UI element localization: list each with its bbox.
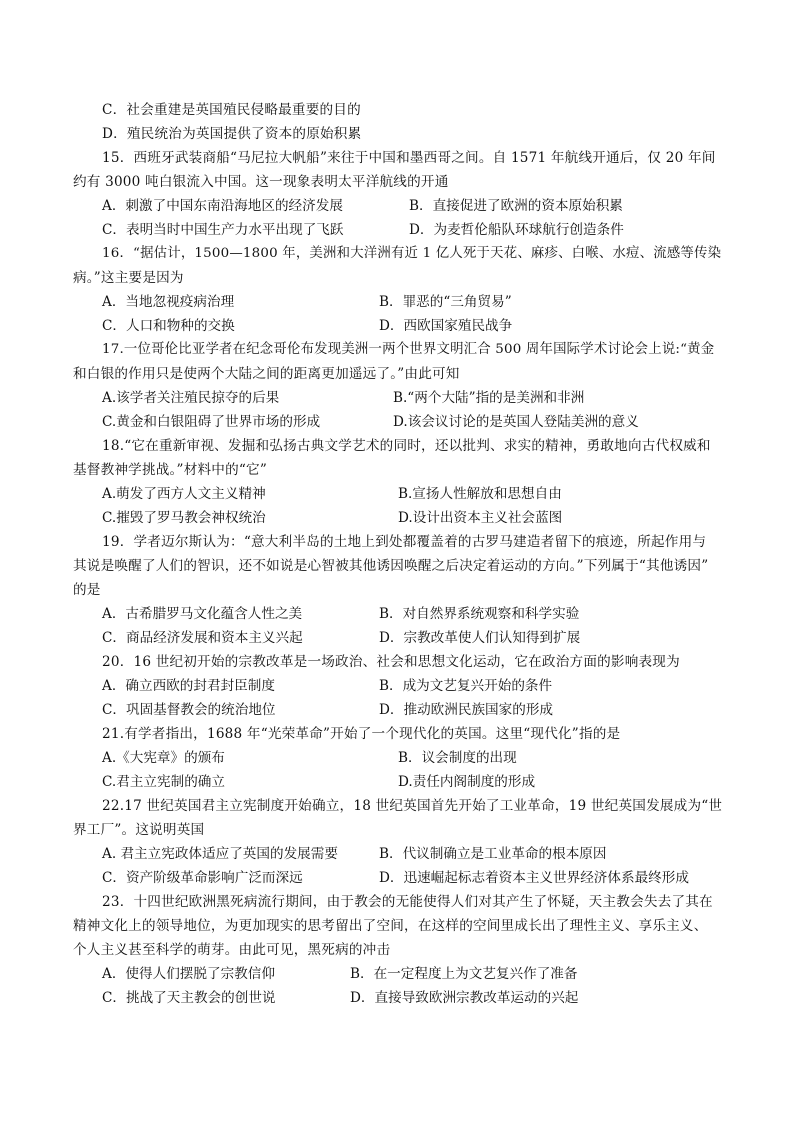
q23-option-c: C．挑战了天主教会的创世说 bbox=[102, 990, 276, 1006]
q16-option-a: A．当地忽视疫病治理 bbox=[102, 294, 235, 310]
q21-stem: 21.有学者指出，1688 年“光荣革命”开始了一个现代化的英国。这里“现代化”指的是 bbox=[102, 726, 621, 742]
q16-option-c: C．人口和物种的交换 bbox=[102, 318, 235, 334]
q17-option-c: C.黄金和白银阻碍了世界市场的形成 bbox=[102, 414, 321, 430]
q22-stem-line2: 界工厂”。这说明英国 bbox=[73, 822, 205, 838]
q15-option-d: D．为麦哲伦船队环球航行创造条件 bbox=[409, 222, 624, 238]
q20-option-a: A．确立西欧的封君封臣制度 bbox=[102, 678, 275, 694]
q22-option-d: D．迅速崛起标志着资本主义世界经济体系最终形成 bbox=[379, 870, 689, 886]
q15-option-c: C．表明当时中国生产力水平出现了飞跃 bbox=[102, 222, 344, 238]
q18-option-b: B.宣扬人性解放和思想自由 bbox=[398, 486, 562, 502]
q17-option-b: B.“两个大陆”指的是美洲和非洲 bbox=[393, 390, 585, 406]
q23-stem-line3: 个人主义甚至科学的萌芽。由此可见，黑死病的冲击 bbox=[73, 942, 391, 958]
q18-stem-line2: 基督教神学挑战。”材料中的“它” bbox=[73, 462, 267, 478]
q17-option-d: D.该会议讨论的是英国人登陆美洲的意义 bbox=[393, 414, 639, 430]
q19-stem-line3: 的是 bbox=[73, 582, 101, 598]
q18-option-c: C.摧毁了罗马教会神权统治 bbox=[102, 510, 266, 526]
q19-option-c: C．商品经济发展和资本主义兴起 bbox=[102, 630, 303, 646]
q20-option-d: D．推动欧洲民族国家的形成 bbox=[379, 702, 554, 718]
q15-stem-line1: 15．西班牙武装商船“马尼拉大帆船”来往于中国和墨西哥之间。自 1571 年航线开通后，仅 20 年间 bbox=[102, 150, 716, 166]
q23-stem-line2: 精神文化上的领导地位，为更加现实的思考留出了空间，在这样的空间里成长出了理性主义、享乐主义、 bbox=[73, 918, 708, 934]
q15-option-b: B．直接促进了欧洲的资本原始积累 bbox=[409, 198, 623, 214]
q22-option-b: B．代议制确立是工业革命的根本原因 bbox=[379, 846, 607, 862]
q18-option-d: D.设计出资本主义社会蓝图 bbox=[398, 510, 563, 526]
q22-stem-line1: 22.17 世纪英国君主立宪制度开始确立，18 世纪英国首先开始了工业革命，19 世纪英国发展成为“世 bbox=[102, 798, 723, 814]
q22-option-a: A. 君主立宪政体适应了英国的发展需要 bbox=[102, 846, 338, 862]
q20-stem: 20．16 世纪初开始的宗教改革是一场政治、社会和思想文化运动，它在政治方面的影响表现为 bbox=[102, 654, 680, 670]
q16-option-b: B．罪恶的“三角贸易” bbox=[379, 294, 512, 310]
q23-option-a: A．使得人们摆脱了宗教信仰 bbox=[102, 966, 275, 982]
q21-option-b: B．议会制度的出现 bbox=[398, 750, 517, 766]
q14-option-c: C．社会重建是英国殖民侵略最重要的目的 bbox=[102, 102, 361, 118]
q16-stem-line1: 16．“据估计，1500—1800 年，美洲和大洋洲有近 1 亿人死于天花、麻疹、白喉、水痘、流感等传染 bbox=[102, 246, 722, 261]
q23-stem-line1: 23．十四世纪欧洲黑死病流行期间，由于教会的无能使得人们对其产生了怀疑，天主教会失去了其在 bbox=[102, 894, 713, 910]
q19-option-b: B．对自然界系统观察和科学实验 bbox=[379, 606, 580, 622]
q20-option-b: B．成为文艺复兴开始的条件 bbox=[379, 678, 553, 694]
q21-option-a: A.《大宪章》的颁布 bbox=[102, 750, 225, 766]
q23-option-d: D．直接导致欧洲宗教改革运动的兴起 bbox=[350, 990, 579, 1006]
q17-stem-line1: 17.一位哥伦比亚学者在纪念哥伦布发现美洲一两个世界文明汇合 500 周年国际学术讨论会上说:“黄金 bbox=[102, 342, 715, 357]
q21-option-c: C.君主立宪制的确立 bbox=[102, 774, 225, 790]
q18-stem-line1: 18.“它在重新审视、发掘和弘扬古典文学艺术的同时，还以批判、求实的精神，勇敢地向古代权威和 bbox=[102, 438, 711, 454]
q19-option-d: D．宗教改革使人们认知得到扩展 bbox=[379, 630, 581, 646]
q15-option-a: A．刺激了中国东南沿海地区的经济发展 bbox=[102, 198, 343, 214]
q17-option-a: A.该学者关注殖民掠夺的后果 bbox=[102, 390, 280, 406]
q19-stem-line1: 19．学者迈尔斯认为：“意大利半岛的土地上到处都覆盖着的古罗马建造者留下的痕迹，所起作用与 bbox=[102, 534, 707, 550]
q15-stem-line2: 约有 3000 吨白银流入中国。这一现象表明太平洋航线的开通 bbox=[73, 174, 449, 190]
q23-option-b: B．在一定程度上为文艺复兴作了准备 bbox=[350, 966, 578, 982]
q22-option-c: C．资产阶级革命影响广泛而深远 bbox=[102, 870, 303, 886]
q19-option-a: A．古希腊罗马文化蕴含人性之美 bbox=[102, 606, 303, 622]
q18-option-a: A.萌发了西方人文主义精神 bbox=[102, 486, 266, 502]
q20-option-c: C．巩固基督教会的统治地位 bbox=[102, 702, 276, 718]
q17-stem-line2: 和白银的作用只是使两个大陆之间的距离更加遥远了。”由此可知 bbox=[73, 366, 460, 382]
q14-option-d: D．殖民统治为英国提供了资本的原始积累 bbox=[102, 126, 362, 142]
q16-option-d: D．西欧国家殖民战争 bbox=[379, 318, 513, 334]
q16-stem-line2: 病。”这主要是因为 bbox=[73, 270, 184, 286]
q19-stem-line2: 其说是唤醒了人们的智识，还不如说是心智被其他诱因唤醒之后决定着运动的方向。”下列属于“其他诱因” bbox=[73, 558, 709, 574]
q21-option-d: D.责任内阁制度的形成 bbox=[398, 774, 536, 790]
